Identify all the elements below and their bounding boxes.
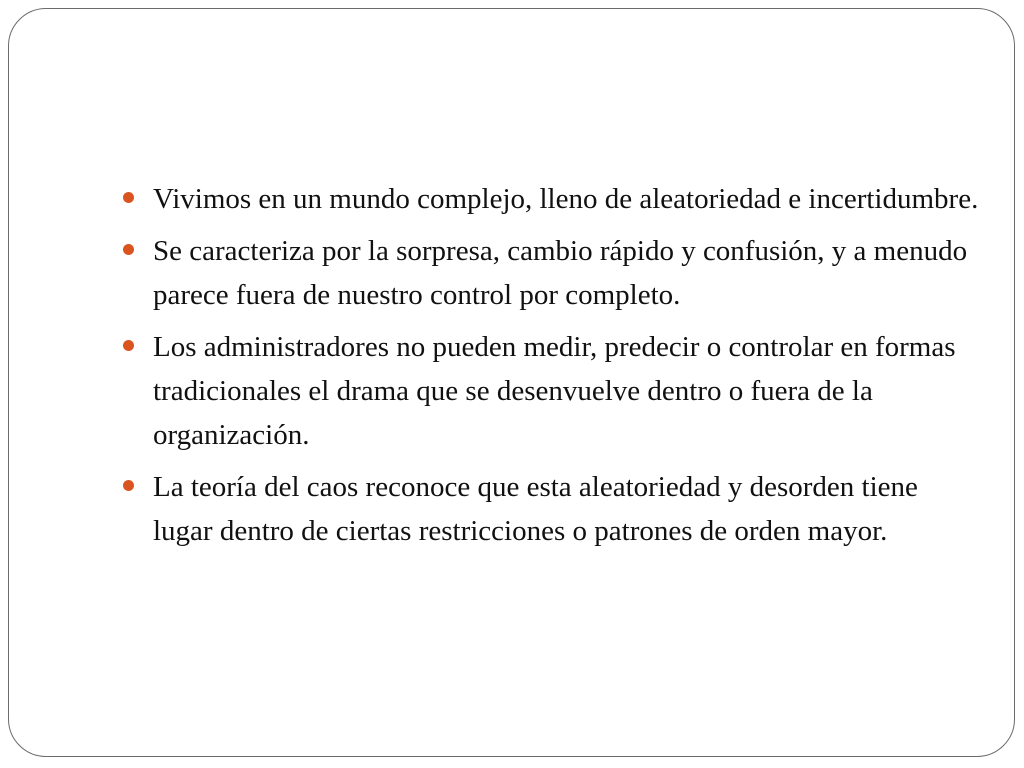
bullet-item	[123, 177, 979, 221]
bullet-list	[123, 177, 979, 561]
bullet-item	[123, 229, 979, 317]
bullet-item	[123, 465, 979, 553]
bullet-text: Vivimos en un mundo complejo, lleno de aleatoriedad e incertidumbre.	[153, 183, 979, 215]
bullet-text: Los administradores no pueden medir, predecir o controlar en formas tradicionales el drama que se desenvuelve dentro o fuera de la organización.	[153, 331, 956, 451]
bullet-text: Se caracteriza por la sorpresa, cambio rápido y confusión, y a menudo parece fuera de nuestro control por completo.	[153, 235, 968, 311]
slide-frame	[8, 8, 1015, 757]
bullet-dot-icon	[123, 192, 134, 203]
bullet-text: La teoría del caos reconoce que esta aleatoriedad y desorden tiene lugar dentro de ciertas restricciones o patrones de orden mayor.	[153, 471, 918, 547]
bullet-dot-icon	[123, 244, 134, 255]
bullet-dot-icon	[123, 340, 134, 351]
bullet-dot-icon	[123, 480, 134, 491]
bullet-item	[123, 325, 979, 457]
